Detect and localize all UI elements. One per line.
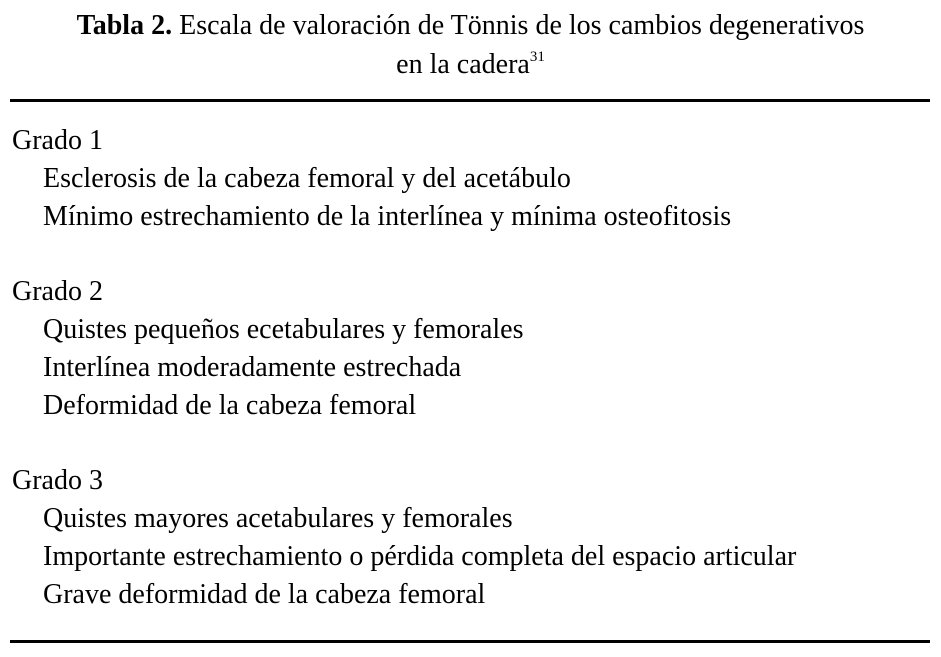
top-rule — [10, 99, 930, 102]
grade-item: Interlínea moderadamente estrechada — [43, 352, 462, 383]
grade-item: Grave deformidad de la cabeza femoral — [43, 579, 486, 610]
grade-block-1 — [12, 122, 922, 236]
caption-label: Tabla 2. — [76, 10, 173, 41]
grade-item: Importante estrechamiento o pérdida completa del espacio articular — [43, 541, 797, 572]
grade-title: Grado 2 — [12, 276, 103, 307]
bottom-rule — [10, 640, 930, 643]
table-caption — [0, 6, 941, 89]
table-body — [12, 122, 922, 614]
caption-line-1 — [0, 6, 941, 45]
grade-item: Quistes mayores acetabulares y femorales — [43, 503, 513, 534]
grade-title: Grado 3 — [12, 465, 103, 496]
grade-item: Quistes pequeños ecetabulares y femorales — [43, 314, 524, 345]
caption-title-line-1: Escala de valoración de Tönnis de los cambios degenerativos — [179, 10, 865, 41]
grade-item: Mínimo estrechamiento de la interlínea y mínima osteofitosis — [43, 201, 732, 232]
grade-title: Grado 1 — [12, 125, 103, 156]
grade-block-2 — [12, 273, 922, 425]
grade-block-3 — [12, 462, 922, 614]
caption-reference: 31 — [529, 49, 545, 65]
caption-title-line-2: en la cadera — [396, 49, 530, 80]
caption-line-2 — [0, 45, 941, 89]
grade-item: Esclerosis de la cabeza femoral y del acetábulo — [43, 163, 571, 194]
grade-item: Deformidad de la cabeza femoral — [43, 390, 417, 421]
